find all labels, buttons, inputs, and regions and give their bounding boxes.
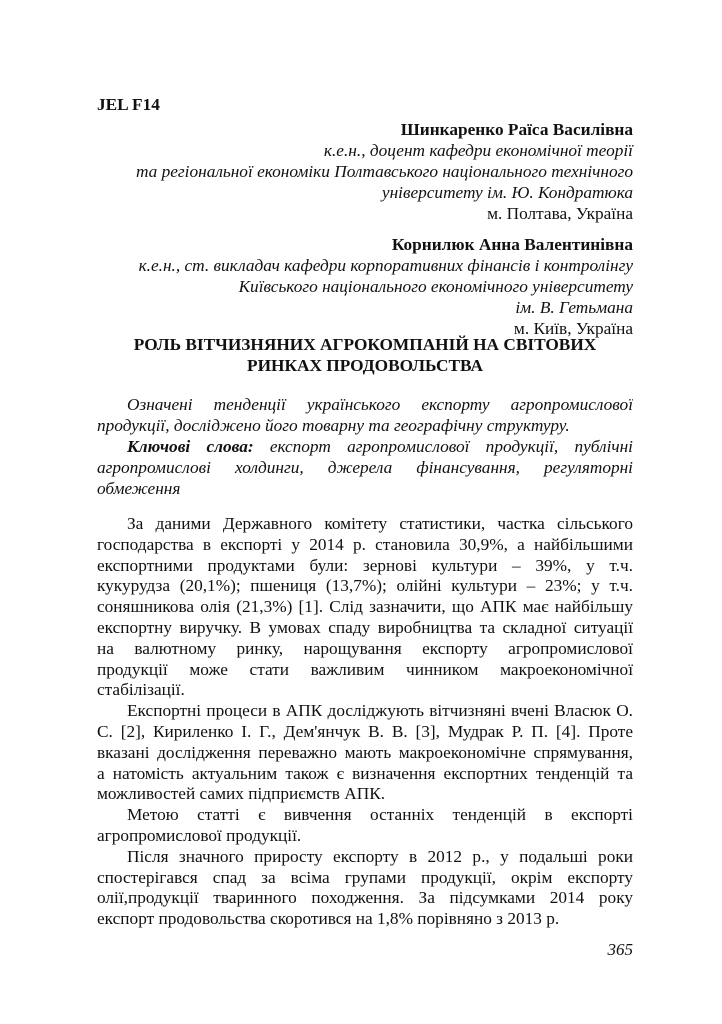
author-block-2 [97, 234, 633, 339]
paragraph-line: соняшникова олія (21,3%) [1]. Слід зазначити, що АПК має найбільшу [97, 597, 633, 617]
paragraph-line: За даними Державного комітету статистики, частка сільського [127, 514, 633, 533]
paragraph-line: продукції може стати важливим чинником макроекономічної [97, 659, 633, 679]
abstract [97, 394, 633, 499]
jel-code-text: JEL F14 [97, 95, 160, 114]
paragraph-line: експортну виручку. В умовах спаду виробництва та складної ситуації [97, 617, 633, 637]
paragraph [97, 805, 633, 847]
article-body [97, 514, 633, 930]
author-affiliation: ім. В. Гетьмана [515, 298, 633, 317]
title-line: РОЛЬ ВІТЧИЗНЯНИХ АГРОКОМПАНІЙ НА СВІТОВИХ [133, 335, 597, 354]
keywords-line [97, 436, 633, 457]
abstract-line: Означені тенденції українського експорту агропромислової [127, 395, 633, 414]
paragraph-line: господарства в експорті у 2014 р. становила 30,9%, а найбільшими [97, 534, 633, 554]
author-affiliation: к.е.н., доцент кафедри економічної теорії [323, 141, 633, 160]
paragraph-line: вказані дослідження переважно мають макроекономічне спрямування, [97, 742, 633, 762]
author-city: м. Полтава, Україна [487, 204, 633, 223]
paragraph-line: експортними продуктами були: зернові культури – 39%, у т.ч. [97, 555, 633, 575]
title-line: РИНКАХ ПРОДОВОЛЬСТВА [247, 356, 483, 375]
paragraph-line: спостерігався спад за всіма групами продукції, окрім експорту [97, 867, 633, 887]
paragraph-line: можливостей самих підприємств АПК. [97, 784, 386, 804]
paragraph-line: олії,продукції тваринного походження. За підсумками 2014 року [97, 888, 633, 908]
author-city: м. Київ, Україна [513, 319, 633, 338]
paragraph-line: кукурудза (20,1%); пшениця (13,7%); олійні культури – 23%; у т.ч. [97, 576, 633, 596]
article-title [97, 334, 633, 376]
paragraph [97, 514, 633, 701]
keywords-line: агропромислові холдинги, джерела фінансування, регуляторні [97, 458, 633, 477]
paragraph-line: а натомість актуальним також є визначення експортних тенденцій та [97, 763, 633, 783]
author-affiliation: та регіональної економіки Полтавського національного технічного [135, 162, 633, 181]
author-affiliation: університету ім. Ю. Кондратюка [381, 183, 633, 202]
paragraph [97, 847, 633, 930]
paragraph-line: стабілізації. [97, 680, 185, 700]
paragraph-line: агропромислової продукції. [97, 825, 302, 845]
jel-code [97, 94, 633, 115]
paragraph-line: С. [2], Кириленко І. Г., Дем'янчук В. В. [3], Мудрак Р. П. [4]. Проте [97, 721, 633, 741]
paragraph-line: експорт продовольства скоротився на 1,8% порівняно з 2013 р. [97, 909, 560, 929]
paragraph-line: Метою статті є вивчення останніх тенденцій в експорті [127, 805, 633, 825]
paragraph-line: на валютному ринку, нарощування експорту агропромислової [97, 638, 633, 658]
author-affiliation: Київського національного економічного університету [238, 277, 633, 296]
author-name: Корнилюк Анна Валентинівна [391, 235, 633, 254]
author-name: Шинкаренко Раїса Василівна [400, 120, 633, 139]
keywords-label: Ключові слова: [127, 437, 254, 456]
keywords-line: обмеження [97, 479, 181, 498]
abstract-line: продукції, досліджено його товарну та географічну структуру. [97, 416, 570, 435]
author-affiliation: к.е.н., ст. викладач кафедри корпоративних фінансів і контролінгу [138, 256, 633, 275]
page-number: 365 [607, 940, 633, 959]
paragraph [97, 701, 633, 805]
paragraph-line: Експортні процеси в АПК досліджують вітчизняні вчені Власюк О. [127, 701, 633, 721]
paragraph-line: Після значного приросту експорту в 2012 р., у подальші роки [127, 846, 633, 866]
keywords-text: експорт агропромислової продукції, публічні [253, 437, 633, 456]
author-block-1 [97, 119, 633, 224]
